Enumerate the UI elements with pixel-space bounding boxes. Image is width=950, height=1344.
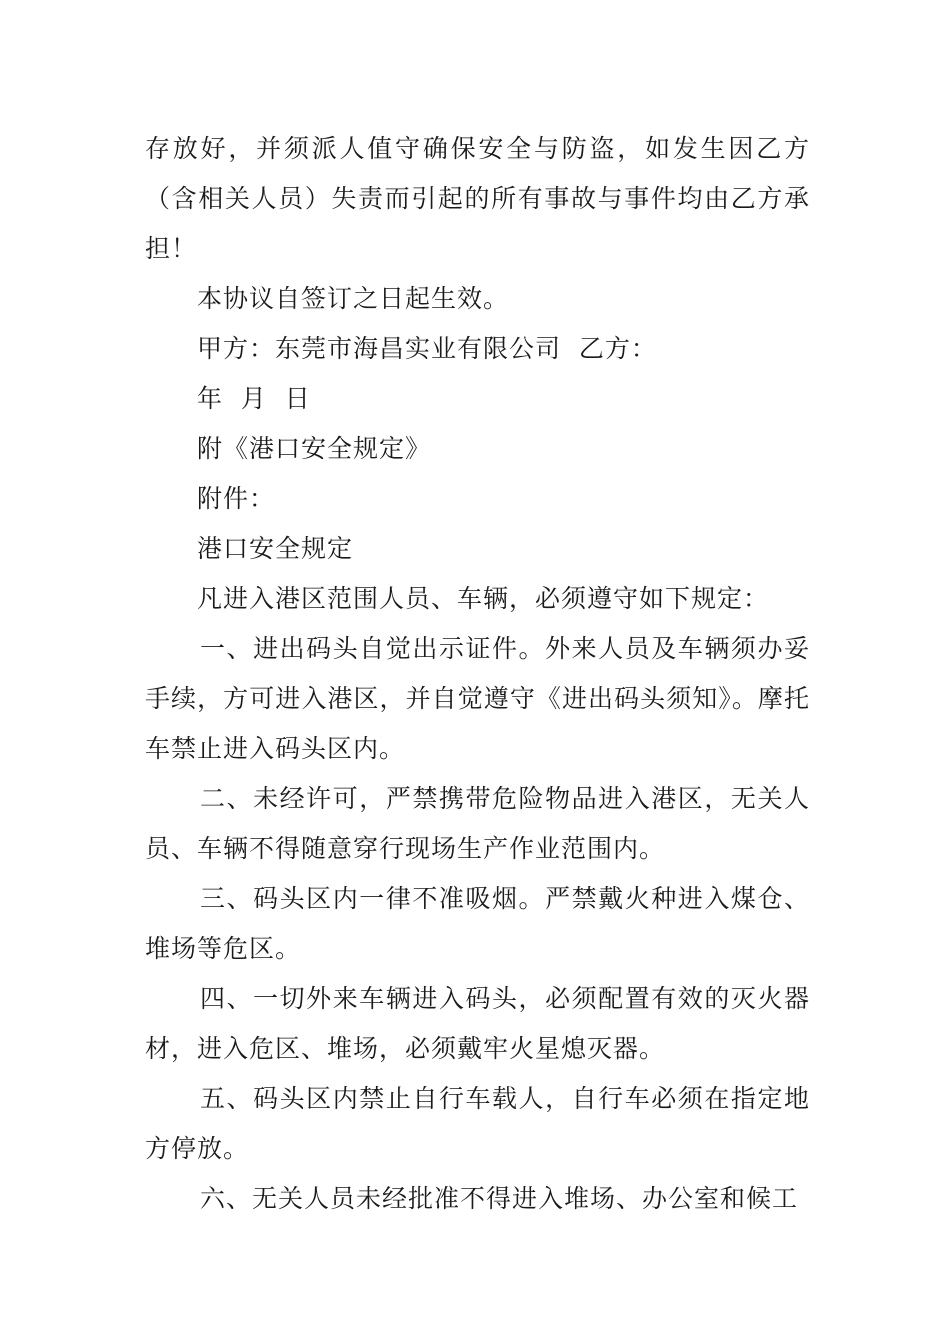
rule-item-6: 六、无关人员未经批准不得进入堆场、办公室和候工 xyxy=(200,1184,799,1213)
rule-item-3: 三、码头区内一律不准吸烟。严禁戴火种进入煤仓、堆场等危区。 xyxy=(145,884,810,963)
paragraph-intro: 凡进入港区范围人员、车辆，必须遵守如下规定： xyxy=(197,584,770,613)
rule-item-5: 五、码头区内禁止自行车载人，自行车必须在指定地方停放。 xyxy=(145,1084,810,1163)
rule-item-4: 四、一切外来车辆进入码头，必须配置有效的灭火器材，进入危区、堆场，必须戴牢火星熄灭器。 xyxy=(145,984,810,1063)
rule-item-2: 二、未经许可，严禁携带危险物品进入港区，无关人员、车辆不得随意穿行现场生产作业范围内。 xyxy=(145,784,810,863)
section-title: 港口安全规定 xyxy=(197,534,354,563)
paragraph-attachment-ref: 附《港口安全规定》 xyxy=(197,434,432,463)
document-page xyxy=(145,124,810,1224)
paragraph-attachment-label: 附件： xyxy=(197,484,276,513)
paragraph-effective-clause: 本协议自签订之日起生效。 xyxy=(197,284,510,313)
paragraph-continuation: 存放好，并须派人值守确保安全与防盗，如发生因乙方（含相关人员）失责而引起的所有事故与事件均由乙方承担！ xyxy=(145,134,810,263)
rule-item-1: 一、进出码头自觉出示证件。外来人员及车辆须办妥手续，方可进入港区，并自觉遵守《进出码头须知》。摩托车禁止进入码头区内。 xyxy=(145,634,810,763)
paragraph-date: 年 月 日 xyxy=(197,384,311,413)
paragraph-parties: 甲方：东莞市海昌实业有限公司 乙方： xyxy=(197,334,657,363)
